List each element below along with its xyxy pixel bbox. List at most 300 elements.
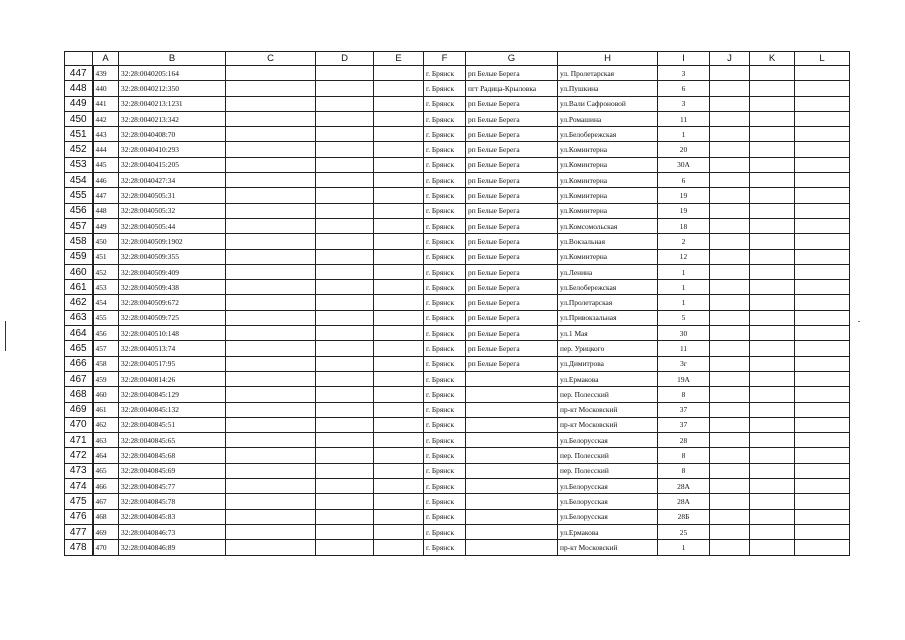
cell-a: 453 — [93, 280, 119, 295]
cell-h: ул.Белорусская — [558, 494, 658, 509]
cell-e — [374, 479, 424, 494]
cell-g — [466, 494, 558, 509]
cell-c — [226, 234, 316, 249]
cell-d — [316, 127, 374, 142]
cell-k — [750, 203, 795, 218]
cell-k — [750, 402, 795, 417]
cell-b: 32:28:0040845:68 — [119, 448, 226, 463]
cell-g — [466, 524, 558, 539]
cell-d — [316, 463, 374, 478]
cell-c — [226, 463, 316, 478]
table-row — [65, 310, 850, 325]
cell-g: рп Белые Берега — [466, 310, 558, 325]
cell-h: ул. Пролетарская — [558, 66, 658, 81]
cell-e — [374, 417, 424, 432]
cell-a: 444 — [93, 142, 119, 157]
cell-j — [710, 157, 750, 172]
table-row — [65, 540, 850, 555]
row-number: 465 — [65, 341, 93, 356]
row-number: 473 — [65, 463, 93, 478]
row-number: 464 — [65, 326, 93, 341]
column-header-j: J — [710, 52, 750, 66]
table-row — [65, 203, 850, 218]
cell-d — [316, 341, 374, 356]
cell-c — [226, 173, 316, 188]
cell-b: 32:28:0040845:78 — [119, 494, 226, 509]
cell-f: г. Брянск — [424, 203, 466, 218]
cell-c — [226, 127, 316, 142]
cell-l — [795, 218, 850, 233]
cell-h: пер. Урицкого — [558, 341, 658, 356]
cell-l — [795, 234, 850, 249]
cell-g: рп Белые Берега — [466, 111, 558, 126]
cell-h: ул.Комсомольская — [558, 218, 658, 233]
cell-i: 3г — [658, 356, 710, 371]
cell-a: 449 — [93, 218, 119, 233]
cell-k — [750, 540, 795, 555]
row-number: 463 — [65, 310, 93, 325]
cell-k — [750, 341, 795, 356]
cell-f: г. Брянск — [424, 356, 466, 371]
cell-b: 32:28:0040846:89 — [119, 540, 226, 555]
margin-dot — [858, 321, 860, 322]
cell-a: 456 — [93, 326, 119, 341]
cell-g — [466, 417, 558, 432]
cell-c — [226, 264, 316, 279]
cell-e — [374, 173, 424, 188]
cell-j — [710, 524, 750, 539]
cell-i: 6 — [658, 81, 710, 96]
cell-e — [374, 249, 424, 264]
cell-f: г. Брянск — [424, 524, 466, 539]
column-header-k: K — [750, 52, 795, 66]
cell-l — [795, 371, 850, 386]
cell-g: рп Белые Берега — [466, 264, 558, 279]
cell-c — [226, 188, 316, 203]
cell-l — [795, 540, 850, 555]
cell-i: 1 — [658, 295, 710, 310]
cell-c — [226, 448, 316, 463]
table-row — [65, 524, 850, 539]
cell-h: ул.Ромашина — [558, 111, 658, 126]
cell-l — [795, 387, 850, 402]
cell-c — [226, 157, 316, 172]
cell-c — [226, 402, 316, 417]
cell-l — [795, 463, 850, 478]
cell-k — [750, 234, 795, 249]
row-number: 447 — [65, 66, 93, 81]
cell-c — [226, 295, 316, 310]
cell-d — [316, 111, 374, 126]
cell-d — [316, 540, 374, 555]
cell-j — [710, 127, 750, 142]
cell-e — [374, 295, 424, 310]
cell-f: г. Брянск — [424, 218, 466, 233]
cell-k — [750, 433, 795, 448]
cell-e — [374, 218, 424, 233]
table-row — [65, 111, 850, 126]
cell-e — [374, 387, 424, 402]
cell-h: ул.Коминтерна — [558, 188, 658, 203]
cell-g: рп Белые Берега — [466, 280, 558, 295]
cell-b: 32:28:0040505:32 — [119, 203, 226, 218]
cell-k — [750, 417, 795, 432]
cell-e — [374, 402, 424, 417]
table-row — [65, 249, 850, 264]
table-row — [65, 463, 850, 478]
cell-g — [466, 371, 558, 386]
table-row — [65, 264, 850, 279]
cell-a: 442 — [93, 111, 119, 126]
cell-c — [226, 387, 316, 402]
cell-i: 6 — [658, 173, 710, 188]
row-number: 477 — [65, 524, 93, 539]
row-number: 474 — [65, 479, 93, 494]
cell-i: 28Б — [658, 509, 710, 524]
cell-d — [316, 387, 374, 402]
row-number: 462 — [65, 295, 93, 310]
cell-l — [795, 448, 850, 463]
cell-l — [795, 494, 850, 509]
column-header-h: H — [558, 52, 658, 66]
cell-e — [374, 448, 424, 463]
cell-f: г. Брянск — [424, 96, 466, 111]
row-number: 454 — [65, 173, 93, 188]
cell-g: пгт Радица-Крыловка — [466, 81, 558, 96]
cell-c — [226, 479, 316, 494]
cell-d — [316, 81, 374, 96]
table-row — [65, 341, 850, 356]
cell-b: 32:28:0040845:69 — [119, 463, 226, 478]
cell-l — [795, 341, 850, 356]
column-header-b: B — [119, 52, 226, 66]
cell-i: 30А — [658, 157, 710, 172]
cell-f: г. Брянск — [424, 188, 466, 203]
cell-c — [226, 371, 316, 386]
table-row — [65, 234, 850, 249]
cell-j — [710, 448, 750, 463]
row-number: 468 — [65, 387, 93, 402]
cell-f: г. Брянск — [424, 326, 466, 341]
cell-j — [710, 417, 750, 432]
cell-l — [795, 295, 850, 310]
cell-j — [710, 66, 750, 81]
cell-l — [795, 479, 850, 494]
cell-f: г. Брянск — [424, 387, 466, 402]
cell-i: 8 — [658, 463, 710, 478]
corner-header — [65, 52, 93, 66]
cell-e — [374, 371, 424, 386]
cell-k — [750, 387, 795, 402]
column-header-e: E — [374, 52, 424, 66]
cell-g: рп Белые Берега — [466, 173, 558, 188]
cell-j — [710, 463, 750, 478]
cell-k — [750, 524, 795, 539]
cell-k — [750, 249, 795, 264]
cell-b: 32:28:0040845:129 — [119, 387, 226, 402]
cell-l — [795, 417, 850, 432]
cell-i: 11 — [658, 341, 710, 356]
cell-f: г. Брянск — [424, 448, 466, 463]
table-row — [65, 142, 850, 157]
cell-a: 450 — [93, 234, 119, 249]
cell-i: 28 — [658, 433, 710, 448]
cell-f: г. Брянск — [424, 479, 466, 494]
cell-g: рп Белые Берега — [466, 66, 558, 81]
cell-a: 465 — [93, 463, 119, 478]
cell-l — [795, 188, 850, 203]
cell-b: 32:28:0040212:350 — [119, 81, 226, 96]
cell-b: 32:28:0040509:355 — [119, 249, 226, 264]
row-number: 478 — [65, 540, 93, 555]
cell-i: 3 — [658, 66, 710, 81]
table-row — [65, 280, 850, 295]
cell-k — [750, 218, 795, 233]
cell-j — [710, 387, 750, 402]
cell-h: ул.Привокзальная — [558, 310, 658, 325]
cell-g — [466, 479, 558, 494]
cell-l — [795, 142, 850, 157]
cell-i: 1 — [658, 127, 710, 142]
cell-k — [750, 66, 795, 81]
table-row — [65, 494, 850, 509]
cell-j — [710, 295, 750, 310]
cell-k — [750, 326, 795, 341]
cell-d — [316, 234, 374, 249]
cell-j — [710, 264, 750, 279]
row-number: 458 — [65, 234, 93, 249]
cell-c — [226, 356, 316, 371]
row-number: 470 — [65, 417, 93, 432]
cell-d — [316, 142, 374, 157]
cell-d — [316, 280, 374, 295]
row-number: 449 — [65, 96, 93, 111]
table-row — [65, 448, 850, 463]
cell-e — [374, 96, 424, 111]
column-header-g: G — [466, 52, 558, 66]
margin-mark — [5, 321, 6, 351]
cell-l — [795, 127, 850, 142]
cell-e — [374, 188, 424, 203]
table-row — [65, 433, 850, 448]
table-row — [65, 479, 850, 494]
column-header-f: F — [424, 52, 466, 66]
cell-e — [374, 66, 424, 81]
cell-a: 455 — [93, 310, 119, 325]
cell-h: пер. Полесский — [558, 463, 658, 478]
cell-e — [374, 142, 424, 157]
cell-l — [795, 66, 850, 81]
cell-j — [710, 402, 750, 417]
cell-h: ул.Коминтерна — [558, 142, 658, 157]
cell-e — [374, 494, 424, 509]
row-number: 461 — [65, 280, 93, 295]
cell-a: 470 — [93, 540, 119, 555]
cell-d — [316, 310, 374, 325]
cell-i: 1 — [658, 264, 710, 279]
cell-i: 2 — [658, 234, 710, 249]
cell-f: г. Брянск — [424, 264, 466, 279]
cell-d — [316, 524, 374, 539]
cell-a: 441 — [93, 96, 119, 111]
cell-l — [795, 509, 850, 524]
cell-a: 451 — [93, 249, 119, 264]
cell-c — [226, 524, 316, 539]
cell-b: 32:28:0040509:438 — [119, 280, 226, 295]
cell-e — [374, 81, 424, 96]
cell-l — [795, 111, 850, 126]
cell-j — [710, 188, 750, 203]
cell-j — [710, 249, 750, 264]
table-row — [65, 66, 850, 81]
row-number: 453 — [65, 157, 93, 172]
cell-g: рп Белые Берега — [466, 188, 558, 203]
cell-d — [316, 371, 374, 386]
cell-k — [750, 463, 795, 478]
cell-c — [226, 280, 316, 295]
table-row — [65, 173, 850, 188]
cell-g: рп Белые Берега — [466, 295, 558, 310]
cell-h: пр-кт Московский — [558, 417, 658, 432]
cell-c — [226, 203, 316, 218]
cell-f: г. Брянск — [424, 127, 466, 142]
cell-e — [374, 157, 424, 172]
cell-h: пер. Полесский — [558, 448, 658, 463]
cell-g: рп Белые Берега — [466, 341, 558, 356]
cell-g — [466, 402, 558, 417]
cell-c — [226, 341, 316, 356]
cell-j — [710, 494, 750, 509]
cell-d — [316, 96, 374, 111]
row-number: 457 — [65, 218, 93, 233]
cell-j — [710, 433, 750, 448]
table-row — [65, 417, 850, 432]
cell-b: 32:28:0040509:409 — [119, 264, 226, 279]
cell-b: 32:28:0040845:83 — [119, 509, 226, 524]
cell-j — [710, 234, 750, 249]
cell-j — [710, 142, 750, 157]
cell-b: 32:28:0040205:164 — [119, 66, 226, 81]
cell-j — [710, 509, 750, 524]
cell-f: г. Брянск — [424, 295, 466, 310]
cell-k — [750, 280, 795, 295]
cell-e — [374, 234, 424, 249]
cell-h: ул.Коминтерна — [558, 173, 658, 188]
row-number: 459 — [65, 249, 93, 264]
table-row — [65, 188, 850, 203]
cell-g: рп Белые Берега — [466, 142, 558, 157]
cell-i: 8 — [658, 448, 710, 463]
cell-a: 459 — [93, 371, 119, 386]
cell-b: 32:28:0040814:26 — [119, 371, 226, 386]
cell-c — [226, 310, 316, 325]
cell-e — [374, 524, 424, 539]
cell-a: 460 — [93, 387, 119, 402]
cell-i: 28А — [658, 494, 710, 509]
cell-e — [374, 463, 424, 478]
cell-b: 32:28:0040410:293 — [119, 142, 226, 157]
cell-h: пр-кт Московский — [558, 402, 658, 417]
cell-i: 30 — [658, 326, 710, 341]
table-row — [65, 356, 850, 371]
row-number: 476 — [65, 509, 93, 524]
cell-h: ул.Ленина — [558, 264, 658, 279]
table-row — [65, 127, 850, 142]
cell-h: ул.Ермакова — [558, 371, 658, 386]
cell-j — [710, 479, 750, 494]
cell-g: рп Белые Берега — [466, 218, 558, 233]
cell-a: 446 — [93, 173, 119, 188]
cell-f: г. Брянск — [424, 173, 466, 188]
cell-e — [374, 203, 424, 218]
cell-d — [316, 448, 374, 463]
column-header-c: C — [226, 52, 316, 66]
cell-j — [710, 310, 750, 325]
cell-f: г. Брянск — [424, 402, 466, 417]
cell-k — [750, 494, 795, 509]
cell-d — [316, 479, 374, 494]
cell-f: г. Брянск — [424, 81, 466, 96]
cell-d — [316, 417, 374, 432]
cell-g — [466, 509, 558, 524]
cell-k — [750, 142, 795, 157]
cell-g: рп Белые Берега — [466, 157, 558, 172]
cell-g — [466, 433, 558, 448]
cell-k — [750, 188, 795, 203]
table-row — [65, 157, 850, 172]
cell-g: рп Белые Берега — [466, 127, 558, 142]
cell-c — [226, 66, 316, 81]
column-header-i: I — [658, 52, 710, 66]
cell-i: 1 — [658, 280, 710, 295]
cell-l — [795, 524, 850, 539]
cell-i: 28А — [658, 479, 710, 494]
cell-j — [710, 540, 750, 555]
cell-j — [710, 111, 750, 126]
cell-k — [750, 448, 795, 463]
cell-c — [226, 494, 316, 509]
cell-b: 32:28:0040427:34 — [119, 173, 226, 188]
cell-k — [750, 356, 795, 371]
cell-i: 3 — [658, 96, 710, 111]
cell-l — [795, 356, 850, 371]
cell-l — [795, 326, 850, 341]
cell-e — [374, 433, 424, 448]
cell-b: 32:28:0040510:148 — [119, 326, 226, 341]
cell-h: пр-кт Московский — [558, 540, 658, 555]
cell-b: 32:28:0040415:205 — [119, 157, 226, 172]
cell-l — [795, 264, 850, 279]
cell-i: 20 — [658, 142, 710, 157]
cell-i: 12 — [658, 249, 710, 264]
row-number: 471 — [65, 433, 93, 448]
cell-f: г. Брянск — [424, 142, 466, 157]
cell-c — [226, 111, 316, 126]
cell-a: 463 — [93, 433, 119, 448]
cell-a: 440 — [93, 81, 119, 96]
cell-h: ул.1 Мая — [558, 326, 658, 341]
cell-e — [374, 280, 424, 295]
cell-h: ул.Белобережская — [558, 280, 658, 295]
cell-a: 464 — [93, 448, 119, 463]
cell-g: рп Белые Берега — [466, 234, 558, 249]
cell-l — [795, 402, 850, 417]
cell-g: рп Белые Берега — [466, 356, 558, 371]
cell-j — [710, 280, 750, 295]
cell-j — [710, 326, 750, 341]
cell-b: 32:28:0040213:1231 — [119, 96, 226, 111]
cell-i: 37 — [658, 417, 710, 432]
